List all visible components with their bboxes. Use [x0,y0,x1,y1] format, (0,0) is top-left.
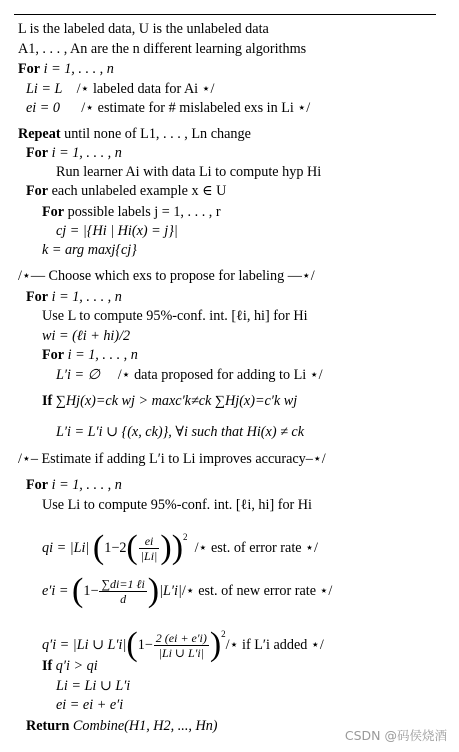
open-paren: ( [92,529,105,566]
line-7 [26,144,122,162]
fraction-numerator: ei [139,534,160,549]
line-24-inner: 1−2 [104,540,127,556]
line-18-comment: /⋆ data proposed for adding to Li ⋆/ [117,367,323,383]
line-25-rhs: |L′i| [159,582,182,599]
line-24 [42,528,318,566]
line-14-text: i = 1, . . . , n [51,289,122,305]
line-5-eq: ei = 0 [26,100,61,116]
line-1: L is the labeled data, U is the unlabeled data [18,21,269,37]
open-paren: ( [72,571,84,609]
line-18 [56,366,323,384]
top-rule [14,14,436,15]
line-16: wi = (ℓi + hi)/2 [42,328,131,344]
line-6 [18,125,251,143]
close-paren: ) [160,529,172,566]
repeat-keyword: Repeat [18,126,61,142]
line-3 [18,60,114,78]
fraction-numerator: 2 (ei + e′i) [155,631,207,646]
exponent: 2 [221,629,226,639]
for-keyword: For [18,61,41,77]
line-27-condition: q′i > qi [55,658,98,674]
line-15: Use L to compute 95%-conf. int. [ℓi, hi] for Hi [42,308,308,324]
fraction-denominator: d [120,592,127,606]
line-21: /⋆– Estimate if adding L′i to Li improves accuracy–⋆/ [18,451,326,467]
line-7-text: i = 1, . . . , n [51,145,122,161]
line-13: /⋆— Choose which exs to propose for labeling —⋆/ [18,268,315,284]
close-paren: ) [209,626,222,663]
line-17-text: i = 1, . . . , n [67,347,138,363]
fraction [154,631,209,660]
line-5-comment: /⋆ estimate for # mislabeled exs in Li ⋆/ [81,100,311,116]
fraction-denominator: |Li ∪ L′i| [158,646,204,661]
line-24-lhs: qi = |Li| [42,540,90,556]
close-paren: ) [171,529,184,566]
line-26 [42,625,324,663]
line-30-text: Combine(H1, H2, ..., Hn) [72,718,218,734]
line-26-comment: /⋆ if L′i added ⋆/ [225,637,324,653]
line-24-comment: /⋆ est. of error rate ⋆/ [194,540,318,556]
line-25-comment: /⋆ est. of new error rate ⋆/ [181,582,333,599]
line-25-inner: 1− [83,582,99,599]
line-26-lhs: q′i = |Li ∪ L′i| [42,637,127,653]
for-keyword: For [26,145,49,161]
fraction-denominator: |Li| [140,549,158,564]
line-6-text: until none of L1, . . . , Ln change [64,126,251,142]
fraction [99,577,146,606]
line-29: ei = ei + e′i [56,697,124,713]
line-19 [42,392,297,410]
for-keyword: For [42,204,65,220]
for-keyword: For [26,183,49,199]
line-9 [26,182,226,200]
line-4-eq: Li = L [26,81,63,97]
open-paren: ( [126,626,138,663]
line-23: Use Li to compute 95%-conf. int. [ℓi, hi] for Hi [42,497,312,513]
line-18-eq: L′i = ∅ [56,367,100,383]
line-28: Li = Li ∪ L′i [56,678,131,694]
line-11: cj = |{Hi | Hi(x) = j}| [56,223,178,239]
fraction [139,534,160,563]
close-paren: ) [147,571,160,609]
exponent: 2 [183,532,188,542]
for-keyword: For [26,477,49,493]
line-22-text: i = 1, . . . , n [51,477,122,493]
line-26-inner: 1− [137,637,153,653]
line-10 [42,203,221,221]
line-4-comment: /⋆ labeled data for Ai ⋆/ [76,81,215,97]
line-17 [42,346,138,364]
line-5 [26,99,310,117]
line-25-lhs: e′i = [42,582,69,599]
open-paren: ( [126,529,138,566]
line-9-text: each unlabeled example x ∈ U [51,183,227,199]
line-14 [26,288,122,306]
if-keyword: If [42,393,53,409]
line-10-text: possible labels j = 1, . . . , r [67,204,221,220]
line-22 [26,476,122,494]
line-12: k = arg maxj{cj} [42,242,137,258]
line-19-condition: ∑Hj(x)=ck wj > maxc′k≠ck ∑Hj(x)=c′k wj [55,393,298,409]
line-20: L′i = L′i ∪ {(x, ck)}, ∀i such that Hi(x) ≠ ck [56,424,305,440]
for-keyword: For [42,347,65,363]
line-2: A1, . . . , An are the n different learning algorithms [18,41,307,57]
csdn-watermark: CSDN @码侯烧酒 [344,728,447,743]
fraction-numerator: ∑di=1 ℓi [101,577,145,591]
line-3-text: i = 1, . . . , n [43,61,114,77]
line-8: Run learner Ai with data Li to compute hyp Hi [56,164,322,180]
line-25 [42,571,333,609]
line-27 [42,657,98,675]
return-keyword: Return [26,718,70,734]
for-keyword: For [26,289,49,305]
if-keyword: If [42,658,53,674]
line-30 [26,717,218,735]
line-4 [26,80,215,98]
